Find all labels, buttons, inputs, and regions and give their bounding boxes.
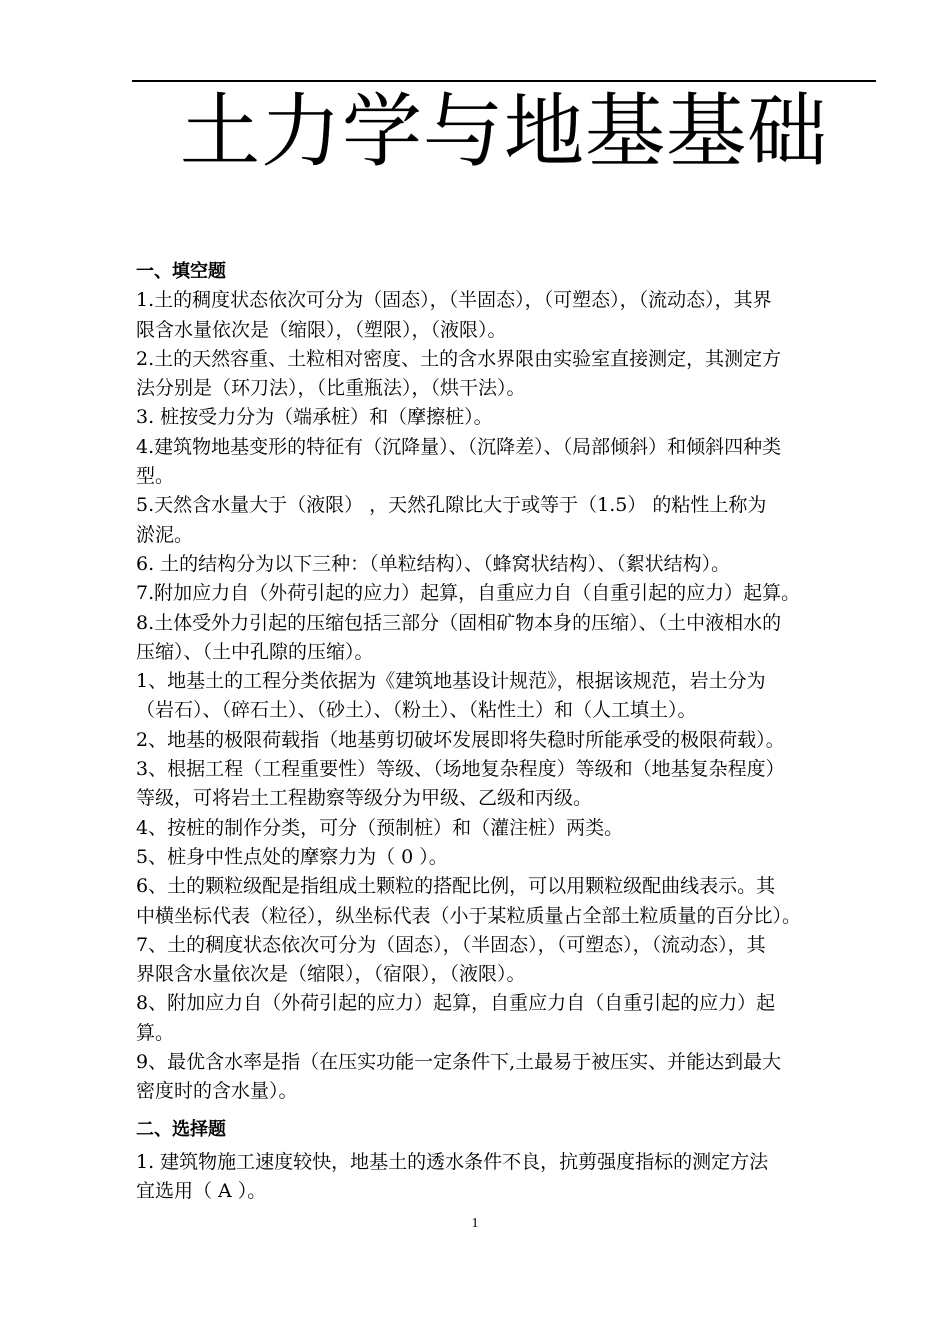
document-body xyxy=(136,257,880,1207)
text-line: 2、地基的极限荷载指（地基剪切破坏发展即将失稳时所能承受的极限荷载）。 xyxy=(136,728,785,751)
page-number: 1 xyxy=(471,1216,479,1231)
text-line: 5、桩身中性点处的摩察力为（ 0 ）。 xyxy=(136,845,448,868)
text-line: 5.天然含水量大于（液限） ，天然孔隙比大于或等于（1.5） 的粘性上称为 xyxy=(136,494,767,517)
text-line: 界限含水量依次是（缩限），（宿限），（液限）。 xyxy=(136,963,526,986)
text-line: 4、按桩的制作分类，可分（预制桩）和（灌注桩）两类。 xyxy=(136,816,624,839)
text-line: （岩石）、（碎石土）、（砂土）、（粉土）、（粘性土）和（人工填土）。 xyxy=(136,699,697,722)
text-line: 4.建筑物地基变形的特征有（沉降量）、（沉降差）、（局部倾斜）和倾斜四种类 xyxy=(136,435,782,458)
text-line: 型。 xyxy=(136,465,175,488)
text-line: 3、根据工程（工程重要性）等级、（场地复杂程度）等级和（地基复杂程度） xyxy=(136,758,785,781)
text-line: 中横坐标代表（粒径），纵坐标代表（小于某粒质量占全部土粒质量的百分比）。 xyxy=(136,904,802,927)
text-line: 淤泥。 xyxy=(136,523,194,546)
text-line: 3. 桩按受力分为（端承桩）和（摩擦桩）。 xyxy=(136,406,493,429)
text-line: 6. 土的结构分为以下三种：（单粒结构）、（蜂窝状结构）、（絮状结构）。 xyxy=(136,552,731,575)
text-line: 1. 建筑物施工速度较快，地基土的透水条件不良，抗剪强度指标的测定方法 xyxy=(136,1150,769,1173)
header-rule xyxy=(132,80,876,82)
text-line: 等级，可将岩土工程勘察等级分为甲级、乙级和丙级。 xyxy=(136,787,593,810)
text-line: 法分别是（环刀法），（比重瓶法），（烘干法）。 xyxy=(136,377,526,400)
text-line: 限含水量依次是（缩限），（塑限），（液限）。 xyxy=(136,318,507,341)
section-gap xyxy=(136,1107,880,1115)
text-line: 算。 xyxy=(136,1021,175,1044)
text-line: 7、土的稠度状态依次可分为（固态），（半固态），（可塑态），（流动态），其 xyxy=(136,933,766,956)
text-line: 8.土体受外力引起的压缩包括三部分（固相矿物本身的压缩）、（土中液相水的 xyxy=(136,611,782,634)
text-line: 密度时的含水量）。 xyxy=(136,1080,298,1103)
text-line: 8、附加应力自（外荷引起的应力）起算，自重应力自（自重引起的应力）起 xyxy=(136,992,776,1015)
text-line: 9、最优含水率是指（在压实功能一定条件下,土最易于被压实、并能达到最大 xyxy=(136,1051,782,1074)
text-line: 1、地基土的工程分类依据为《建筑地基设计规范》，根据该规范，岩土分为 xyxy=(136,670,766,693)
document-title: 土力学与地基基础 xyxy=(180,85,828,178)
text-line: 1.土的稠度状态依次可分为（固态），（半固态），（可塑态），（流动态），其界 xyxy=(136,289,772,312)
section-heading: 一、填空题 xyxy=(136,261,226,282)
text-line: 6、土的颗粒级配是指组成土颗粒的搭配比例，可以用颗粒级配曲线表示。其 xyxy=(136,875,776,898)
text-line: 2.土的天然容重、土粒相对密度、土的含水界限由实验室直接测定，其测定方 xyxy=(136,347,782,370)
text-line: 压缩）、（土中孔隙的压缩）。 xyxy=(136,640,374,663)
text-line: 宜选用（ A ）。 xyxy=(136,1180,267,1203)
section-heading: 二、选择题 xyxy=(136,1118,226,1140)
text-line: 7.附加应力自（外荷引起的应力）起算，自重应力自（自重引起的应力）起算。 xyxy=(136,582,801,605)
